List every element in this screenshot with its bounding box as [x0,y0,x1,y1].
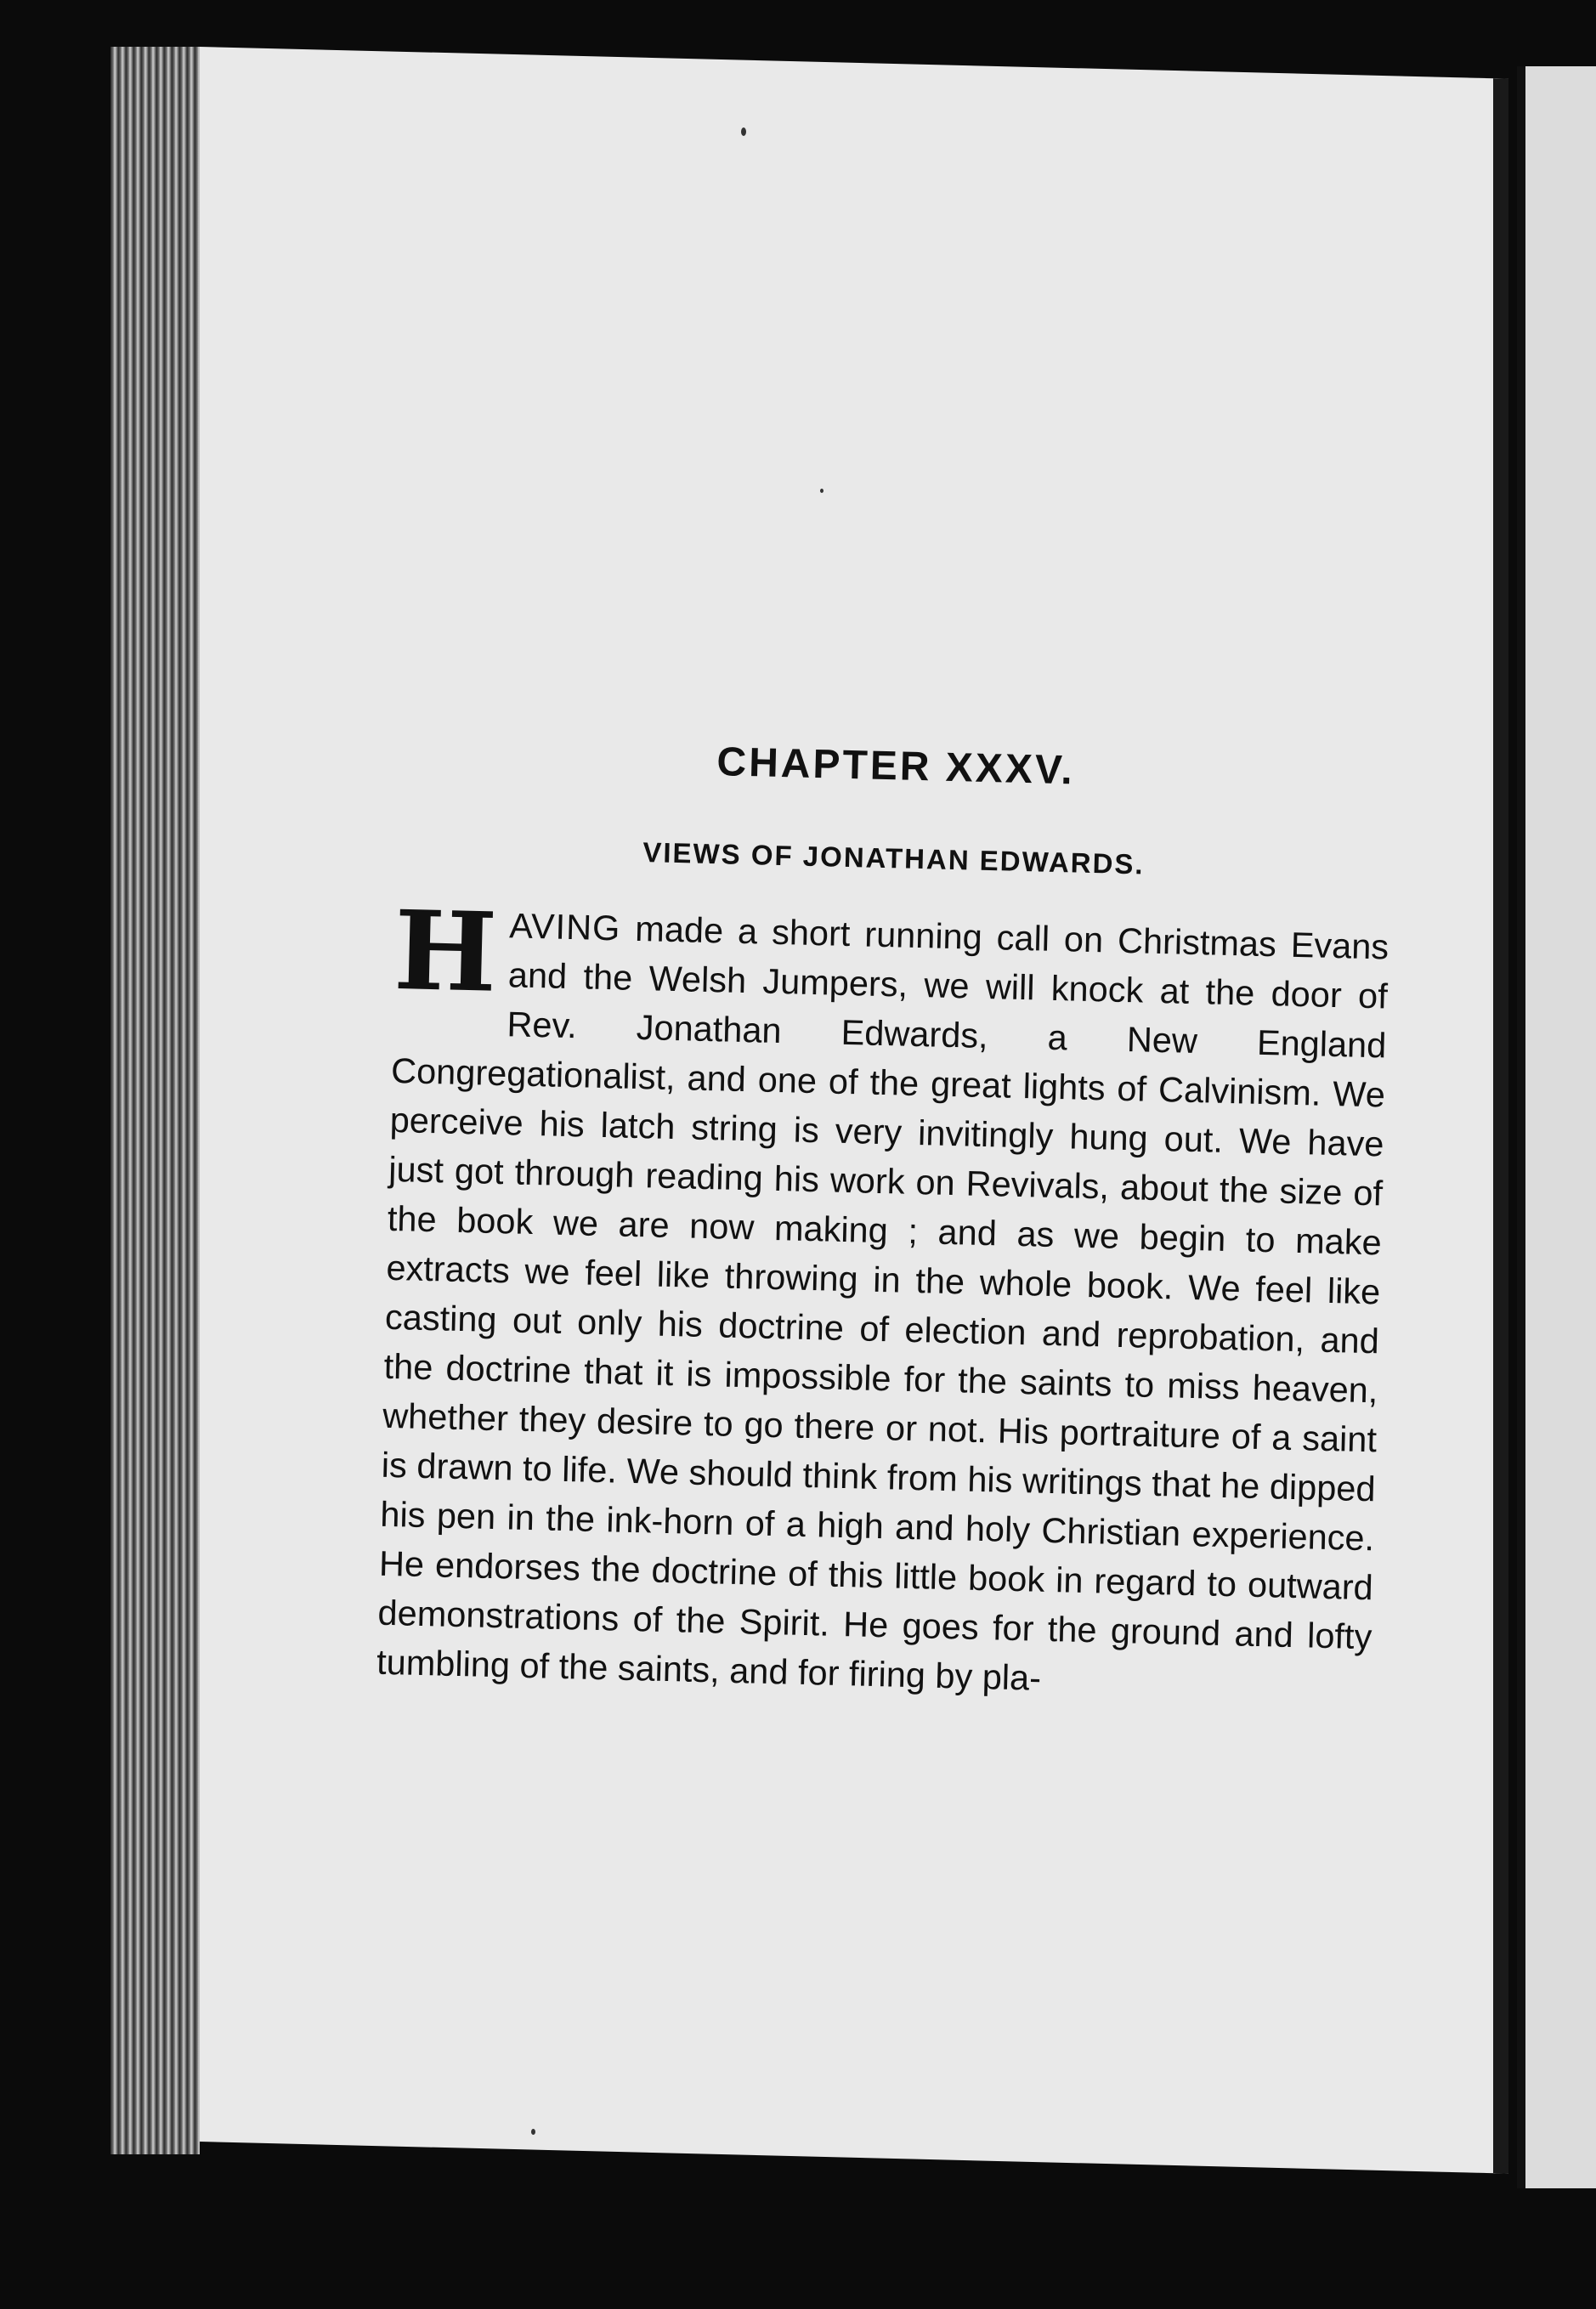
scan-border-bottom [0,2188,1596,2309]
chapter-title: CHAPTER XXXV. [716,739,1076,794]
facing-page-edge [1517,66,1596,2191]
scan-speck [820,489,823,493]
drop-cap: H [392,886,499,1017]
body-paragraph [376,886,1389,1711]
scan-speck [741,127,746,136]
lead-caps: AVING [508,905,621,948]
body-text: made a short running call on Christmas Evans and the Welsh Jumpers, we will knock at the door of Rev. Jonathan Edwards, a New England Congregationalist, and one of the great lights of Calvinism. We perceive his latch string is very invitingly hung out. We have just got through reading his work on Revivals, about the size of the book we are now making ; and as we begin to make extracts we feel like throwing in the whole book. We feel like casting out only his doctrine of election and reprobation, and the doctrine that it is impossible for the saints to miss heaven, whether they desire to go there or not. His portraiture of a saint is drawn to life. We should think from his writings that he dipped his pen in the ink-horn of a high and holy Christian experience. He endorses the doctrine of this little book in regard to outward demonstrations of the Spirit. He goes for the ground and lofty tumbling of the saints, and for firing by pla- [376,908,1389,1698]
page-edge-stack [110,47,200,2154]
scan-speck [531,2129,535,2135]
page-content [376,731,1394,1711]
chapter-subtitle: VIEWS OF JONATHAN EDWARDS. [642,836,1146,880]
